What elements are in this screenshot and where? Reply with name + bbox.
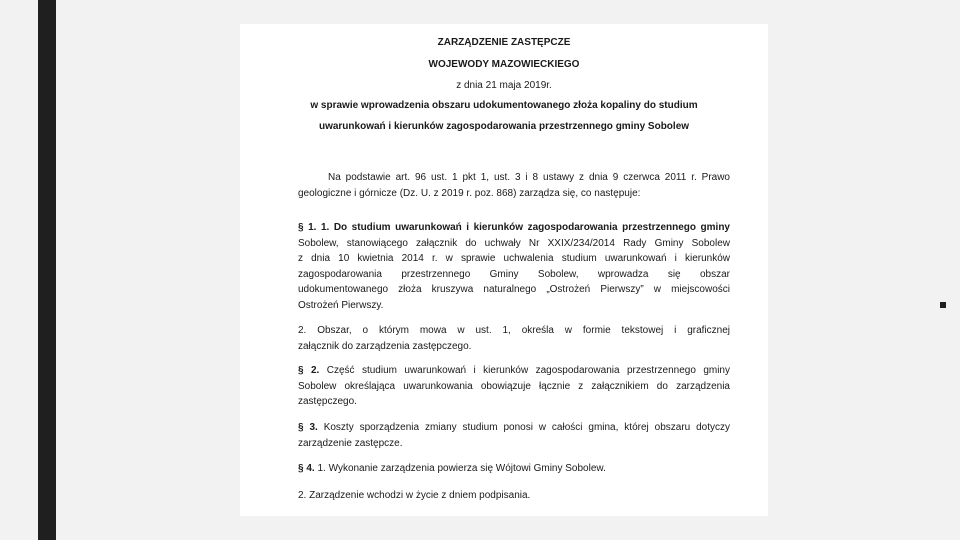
document-title: ZARZĄDZENIE ZASTĘPCZE xyxy=(437,37,571,48)
document-page xyxy=(240,24,768,516)
section-1-mark: § 1. 1. xyxy=(298,222,330,233)
slide-bullet-marker xyxy=(940,302,946,308)
section-4-paragraph: § 4. 1. Wykonanie zarządzenia powierza się Wójtowi Gminy Sobolew. xyxy=(298,463,606,474)
section-3-mark: § 3. xyxy=(298,422,318,433)
section-2-mark: § 2. xyxy=(298,365,320,376)
slide-left-accent-bar xyxy=(38,0,56,540)
document-subject-line-1: w sprawie wprowadzenia obszaru udokumentowanego złoża kopaliny do studium xyxy=(310,100,698,111)
section-1-point-2: 2. Obszar, o którym mowa w ust. 1, określa w formie tekstowej i graficznej załącznik do zarządzenia zastępczego. xyxy=(298,325,730,352)
section-1-paragraph: § 1. 1. Do studium uwarunkowań i kierunków zagospodarowania przestrzennego gminy Sobolew, stanowiącego załącznik do uchwały Nr XXIX/234/2014 Rady Gminy Sobolew z dnia 10 kwietnia 2014 r. w sprawie uchwalenia studium uwarunkowań i kierunków zagospodarowania przestrzennego Gminy Sobolew, wprowadza się obszar udokumentowanego złoża kruszywa naturalnego „Ostrożeń Pierwszy” w miejscowości Ostrożeń Pierwszy. xyxy=(298,222,730,311)
section-3-paragraph: § 3. Koszty sporządzenia zmiany studium ponosi w całości gmina, której obszaru dotyczy zarządzenie zastępcze. xyxy=(298,422,731,449)
document-date: z dnia 21 maja 2019r. xyxy=(456,80,552,91)
document-authority: WOJEWODY MAZOWIECKIEGO xyxy=(428,59,580,70)
section-2-paragraph: § 2. Część studium uwarunkowań i kierunków zagospodarowania przestrzennego gminy Sobolew określająca uwarunkowania obowiązuje łącznie z załącznikiem do zarządzenia zastępczego. xyxy=(298,365,730,407)
document-subject-line-2: uwarunkowań i kierunków zagospodarowania przestrzennego gminy Sobolew xyxy=(318,121,690,132)
section-4-point-2: 2. Zarządzenie wchodzi w życie z dniem podpisania. xyxy=(298,490,531,501)
intro-paragraph: Na podstawie art. 96 ust. 1 pkt 1, ust. 3 i 8 ustawy z dnia 9 czerwca 2011 r. Prawo geologiczne i górnicze (Dz. U. z 2019 r. poz. 868) zarządza się, co następuje: xyxy=(298,172,730,199)
section-4-mark: § 4. xyxy=(298,463,315,474)
